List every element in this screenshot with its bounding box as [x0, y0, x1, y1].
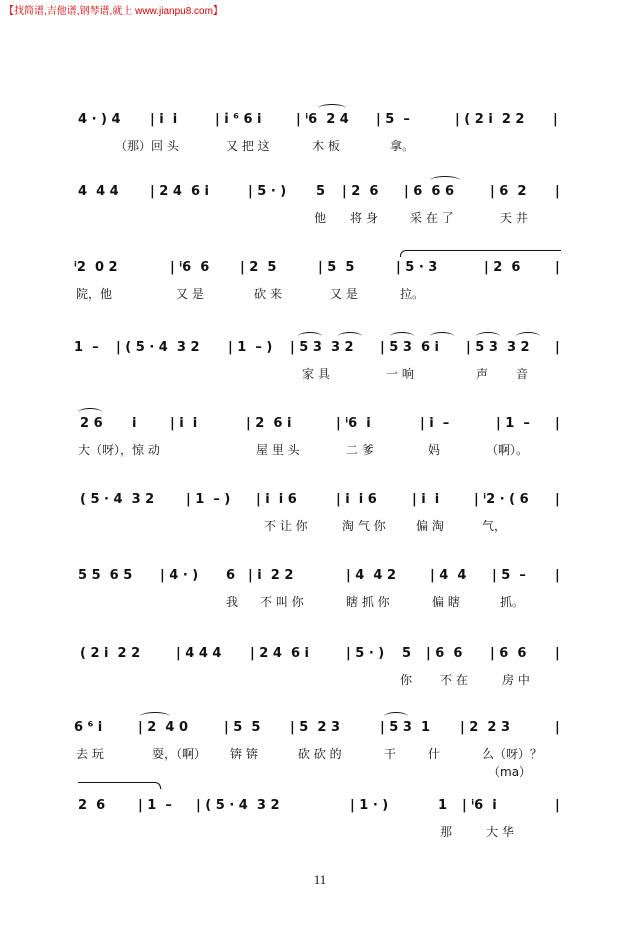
lyric: 不 在 — [440, 673, 468, 687]
lyric: 拉。 — [400, 287, 425, 301]
phrase-tie — [78, 782, 161, 789]
measure: | 5 – — [376, 112, 410, 127]
lyric: （啊）。 — [486, 443, 529, 457]
slur — [140, 712, 170, 721]
measure: | i i — [170, 416, 198, 431]
measure: | — [555, 340, 560, 355]
lyric: 大 华 — [486, 825, 514, 839]
notation-row — [0, 796, 640, 816]
measure: 5 — [402, 646, 412, 661]
lyric: 偏 淘 — [416, 519, 444, 533]
lyric: 不 让 你 — [264, 519, 308, 533]
score-system-8 — [0, 644, 640, 724]
measure: | ⁱ6 6 — [170, 260, 210, 275]
measure: | 1 – ) — [186, 492, 231, 507]
measure: | 6 6 — [490, 646, 527, 661]
measure: | 5 · ) — [346, 646, 385, 661]
notation-row — [0, 182, 640, 202]
lyric: 不 叫 你 — [260, 595, 304, 609]
lyric: 干 — [384, 747, 397, 761]
measure: | 5 5 — [224, 720, 261, 735]
lyric: 锛 锛 — [230, 747, 258, 761]
lyric: 他 — [314, 211, 327, 225]
measure: | — [555, 720, 560, 735]
notation-row — [0, 718, 640, 738]
measure: | 2 6 — [342, 184, 379, 199]
measure: 5 5 6 5 — [78, 568, 133, 583]
lyric: 将 身 — [350, 211, 378, 225]
measure: 2 6 — [80, 416, 103, 431]
measure: | i i 6 — [336, 492, 377, 507]
score-system-1 — [0, 110, 640, 190]
slur — [384, 712, 408, 721]
measure: | — [553, 112, 558, 127]
lyric: 我 — [226, 595, 239, 609]
lyric: 大（呀），惊 动 — [78, 443, 160, 457]
phrase-tie — [400, 250, 561, 257]
score-system-4 — [0, 338, 640, 418]
measure: | 2 4 0 — [138, 720, 188, 735]
measure: 2 6 — [78, 798, 106, 813]
lyric: 抓。 — [500, 595, 525, 609]
lyric: 妈 — [428, 443, 441, 457]
measure: | 2 2 3 — [460, 720, 510, 735]
lyric: 院，他 — [76, 287, 113, 301]
measure: | 6 6 6 — [404, 184, 454, 199]
measure: | 1 – — [496, 416, 530, 431]
measure: 6 ⁶ i — [74, 720, 103, 735]
measure: | — [555, 568, 560, 583]
lyric: （那）回 头 — [115, 139, 179, 153]
measure: ⁱ2 0 2 — [74, 260, 118, 275]
measure: | 6 2 — [490, 184, 527, 199]
lyric: 家 具 — [302, 367, 330, 381]
measure: | i i — [412, 492, 440, 507]
score-system-5 — [0, 414, 640, 494]
lyric: 又 把 这 — [226, 139, 270, 153]
measure: | — [555, 798, 560, 813]
measure: | 2 4 6 i — [250, 646, 309, 661]
measure: | 1 – ) — [228, 340, 273, 355]
measure: 1 — [438, 798, 448, 813]
lyric: 屋 里 头 — [256, 443, 300, 457]
measure: | 5 – — [492, 568, 526, 583]
measure: | — [555, 646, 560, 661]
slur — [430, 332, 454, 341]
measure: i — [132, 416, 137, 431]
measure: | 5 3 3 2 — [290, 340, 354, 355]
lyric: 音 — [516, 367, 529, 381]
measure: | 5 5 — [318, 260, 355, 275]
measure: | ⁱ6 i — [462, 798, 497, 813]
slur — [476, 332, 500, 341]
measure: | 2 6 i — [246, 416, 292, 431]
measure: | 5 · ) — [248, 184, 287, 199]
score-system-6 — [0, 490, 640, 570]
lyric: 你 — [400, 673, 413, 687]
lyric: 砍 来 — [254, 287, 282, 301]
measure: | i i 6 — [256, 492, 297, 507]
slur — [318, 104, 346, 113]
site-banner[interactable]: 【找简谱,吉他谱,钢琴谱,就上 www.jianpu8.com】 — [4, 6, 223, 17]
measure: | i 2 2 — [248, 568, 294, 583]
lyric: 去 玩 — [76, 747, 104, 761]
measure: | 5 · 3 — [396, 260, 438, 275]
measure: | 4 4 2 — [346, 568, 396, 583]
measure: | ( 5 · 4 3 2 — [196, 798, 280, 813]
lyric: 采 在 了 — [410, 211, 454, 225]
score-system-7 — [0, 566, 640, 646]
measure: | 5 2 3 — [290, 720, 340, 735]
measure: | i̇ ⁶ 6 i — [215, 112, 262, 127]
lyric: 木 板 — [312, 139, 340, 153]
measure: | ⁱ2 · ( 6 — [474, 492, 529, 507]
lyric: 气， — [482, 519, 507, 533]
measure: | ⁱ6 i — [336, 416, 371, 431]
notation-row — [0, 566, 640, 586]
measure: | 2 6 — [484, 260, 521, 275]
slur — [78, 408, 102, 417]
measure: | 5 3 3 2 — [466, 340, 530, 355]
lyric-note: （ma） — [488, 765, 532, 779]
notation-row — [0, 644, 640, 664]
lyric: 那 — [440, 825, 453, 839]
slur — [390, 332, 414, 341]
notation-row — [0, 338, 640, 358]
measure: | i – — [420, 416, 450, 431]
notation-row — [0, 110, 640, 130]
measure: 6 — [226, 568, 236, 583]
measure: | 1 – — [138, 798, 172, 813]
measure: | 5 3 6 i — [380, 340, 439, 355]
lyric: 什 — [428, 747, 441, 761]
measure: | ( 2 i 2 2 — [455, 112, 525, 127]
score-system-3 — [0, 258, 640, 338]
slur — [516, 332, 540, 341]
measure: | 4 4 — [430, 568, 467, 583]
notation-row — [0, 258, 640, 278]
measure: | — [555, 492, 560, 507]
lyric: 又 是 — [176, 287, 204, 301]
measure: | — [555, 416, 560, 431]
measure: | 4 4 4 — [176, 646, 222, 661]
slur — [338, 332, 362, 341]
lyric: 砍 砍 的 — [298, 747, 342, 761]
lyric: 房 中 — [502, 673, 530, 687]
measure: | 2 5 — [240, 260, 277, 275]
measure: | — [555, 260, 560, 275]
measure: | i i — [150, 112, 178, 127]
measure: 1 – — [74, 340, 99, 355]
lyric: 又 是 — [330, 287, 358, 301]
score-system-10 — [0, 796, 640, 876]
measure: ( 2 i 2 2 — [80, 646, 141, 661]
lyric: 声 — [476, 367, 489, 381]
measure: | 6 6 — [426, 646, 463, 661]
measure: | 4 · ) — [160, 568, 199, 583]
measure: | — [555, 184, 560, 199]
lyric: 偏 瞎 — [432, 595, 460, 609]
slur — [430, 176, 460, 185]
measure: 4 · ) 4 — [78, 112, 121, 127]
measure: | ( 5 · 4 3 2 — [116, 340, 200, 355]
measure: 4 4 4 — [78, 184, 119, 199]
measure: | 5 3 1 — [380, 720, 430, 735]
measure: 5 — [316, 184, 326, 199]
lyric: 拿。 — [390, 139, 415, 153]
lyric: 二 爹 — [346, 443, 374, 457]
slur — [298, 332, 322, 341]
notation-row — [0, 490, 640, 510]
lyric: 耍，（啊） — [152, 747, 207, 761]
notation-row — [0, 414, 640, 434]
lyric: 一 响 — [386, 367, 414, 381]
lyric: 淘 气 你 — [342, 519, 386, 533]
lyric: 瞎 抓 你 — [346, 595, 390, 609]
measure: | 2 4 6 i — [150, 184, 209, 199]
measure: ( 5 · 4 3 2 — [80, 492, 155, 507]
lyric: 么（呀）？ — [482, 747, 543, 761]
measure: | ⁱ6 2 4 — [296, 112, 349, 127]
page-number: 11 — [313, 872, 327, 887]
measure: | 1 · ) — [350, 798, 389, 813]
lyric: 天 井 — [500, 211, 528, 225]
